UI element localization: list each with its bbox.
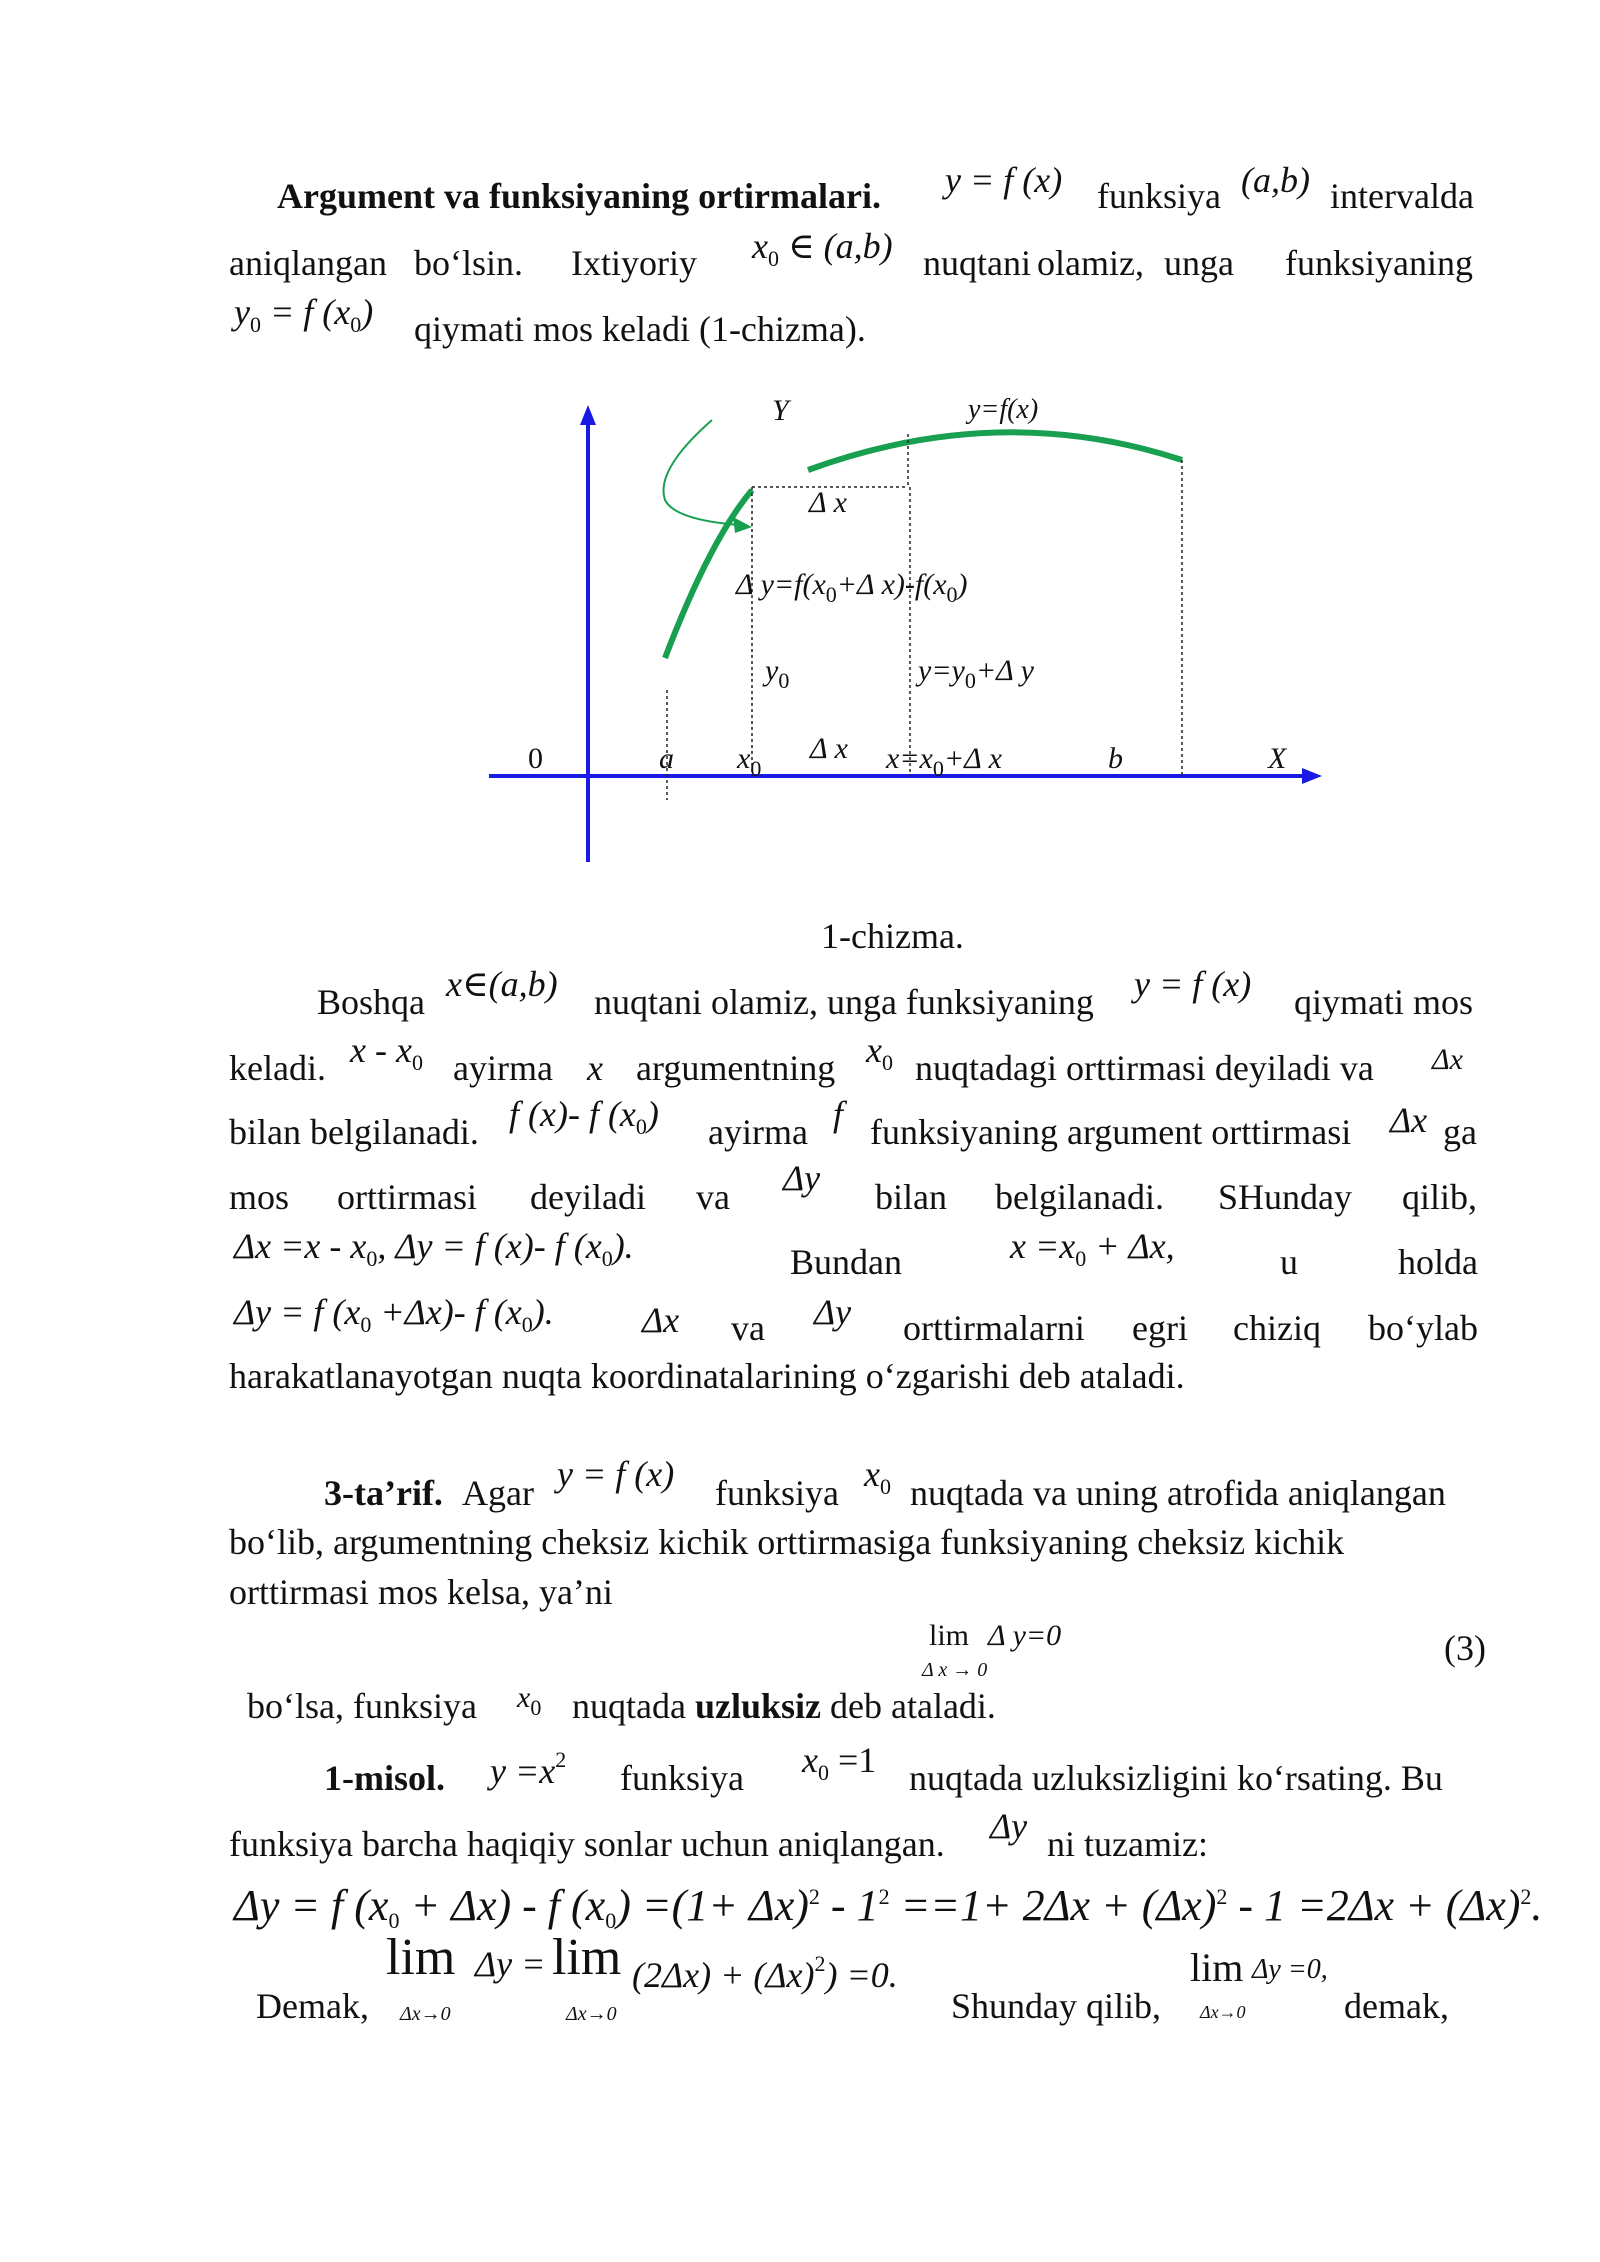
lim-word-2: lim [386,1929,456,1986]
label-x0: $x_0$ [737,742,762,781]
formula-y-fx: y = f (x) [945,160,1063,200]
text-ayirma: ayirma [453,1048,553,1088]
label-curve: y=f(x) [968,394,1039,425]
text-deyiladi: deyiladi [530,1177,646,1217]
x-axis-arrow [1302,768,1322,784]
lim-cond-2: Δx→0 [400,2003,451,2025]
label-X: X [1268,742,1287,775]
formula-x-minus-x0: x - $x_0$ [350,1030,423,1075]
text-va: va [696,1177,730,1217]
text-ga: ga [1443,1112,1477,1152]
formula-dx-dy-def: $\Delta x =x - x_0$, Δy = f (x)- f $(x_0)$. [234,1226,634,1271]
text-bilan: bilan [875,1177,947,1217]
formula-y-x2: $y =x^2$ [490,1747,567,1791]
pointer-arrow-line [664,420,740,525]
text-intervalda: intervalda [1330,176,1474,216]
text-qiymati-mos: qiymati mos [1294,982,1473,1022]
text-orttirmasi: orttirmasi [337,1177,477,1217]
text-va-2: va [731,1308,765,1348]
text-belgilanadi: belgilanadi. [995,1177,1164,1217]
curve-right-arc [808,432,1182,470]
formula-dy-full: Δy = f $(x_0 +\Delta x)-$ f $(x_0)$. [234,1292,554,1337]
formula-x: x [587,1048,603,1088]
label-x-eq: $x=x_0+\Delta$ x [886,742,1002,781]
text-funksiya-3: funksiya [715,1473,839,1513]
text-unga: unga [1164,243,1234,283]
text-boshqa: Boshqa [317,982,425,1022]
formula-x0-in-ab: $x_0$ ∈ (a,b) [752,226,893,271]
text-agar: Agar [462,1473,534,1513]
text-nuqtadagi: nuqtadagi orttirmasi deyiladi va [915,1048,1374,1088]
text-funksiya: funksiya [1097,176,1221,216]
text-shunday-qilib: Shunday qilib, [951,1986,1162,2026]
text-ixtiyoriy: Ixtiyoriy [571,243,697,283]
text-mos: mos [229,1177,290,1217]
text-argumentning: argumentning [636,1048,836,1088]
text-olamiz: olamiz, [1037,243,1144,283]
formula-dx-2: Δx [1390,1100,1428,1140]
label-dx-top: Δ x [809,486,847,519]
formula-y-fx-3: y = f (x) [557,1454,675,1494]
lim-condition: Δ x → 0 [922,1659,988,1681]
formula-dy-2: Δy [814,1292,852,1332]
text-bundan: Bundan [790,1242,902,1282]
text-harakatlanayotgan: harakatlanayotgan nuqta koordinatalarining o‘zgarishi deb ataladi. [229,1356,1185,1396]
text-u: u [1280,1242,1298,1282]
text-demak: Demak, [256,1986,369,2026]
formula-big-dy: Δy = f $(x_0 + \Delta x) - f$ $(x_0) =(1+ \Delta x)^2 - 1^2 ==1+ 2\Delta x + (\Delta x)^2 - 1 =2\Delta x + (\Delta x)^2$. [234,1881,1543,1933]
text-keladi: keladi. [229,1048,326,1088]
text-ayirma-2: ayirma [708,1112,808,1152]
text-aniqlangan: aniqlangan [229,243,387,283]
text-nuqtada-uzluksiz: nuqtada uzluksiz deb ataladi. [572,1686,996,1726]
text-egri: egri [1132,1308,1188,1348]
lim-expression-4: Δy =0, [1252,1954,1328,1985]
text-orttirmalarni: orttirmalarni [903,1308,1085,1348]
text-bolsin: bo‘lsin. [414,243,524,283]
formula-dx-3: Δx [642,1300,680,1340]
label-b: b [1108,742,1123,775]
lim-expression-3: $(2\Delta x) + (\Delta x)^2) =0$. [632,1951,898,1995]
text-holda: holda [1398,1242,1478,1282]
text-nuqtani-olamiz: nuqtani olamiz, unga funksiyaning [594,982,1094,1022]
text-chiziq: chiziq [1233,1308,1321,1348]
lim-word-3: lim [552,1929,622,1986]
figure-caption: 1-chizma. [821,916,964,956]
y-axis-arrow [580,405,596,425]
text-demak-2: demak, [1344,1986,1449,2026]
formula-dy-3: Δy [990,1806,1028,1846]
text-qiymati: qiymati mos keladi (1-chizma). [414,309,866,349]
text-boylab: bo‘ylab [1368,1308,1478,1348]
formula-y0-fx0: $y_0 = f$ $(x_0)$ [234,292,374,337]
formula-x-eq-x0-dx: $x =x_0 + \Delta x$, [1010,1226,1175,1271]
label-zero: 0 [528,742,543,775]
text-ni-tuzamiz: ni tuzamiz: [1047,1824,1208,1864]
text-qilib: qilib, [1402,1177,1478,1217]
label-a: a [659,742,674,775]
formula-f: f [833,1094,844,1134]
label-dx-bottom: Δ x [810,732,848,765]
lim-cond-3: Δx→0 [566,2003,617,2025]
label-dy-formula: Δ $y=f(x_0+\Delta$ $x)-f(x_0)$ [736,568,968,607]
section-heading: Argument va funksiyaning ortirmalari. [277,176,882,216]
lim-expression: Δ y=0 [988,1619,1062,1652]
text-nuqtada-va-uning: nuqtada va uning atrofida aniqlangan [910,1473,1446,1513]
text-nuqtani: nuqtani [923,243,1031,283]
figure-1 [0,0,1600,900]
lim-word: lim [929,1619,970,1652]
label-y-eq: $y=y_0+\Delta$ y [918,654,1034,693]
formula-fx-minus-fx0: f (x)- f $(x_0)$ [509,1094,659,1139]
label-y0: $y_0$ [765,654,790,693]
text-orttirmasi-mos: orttirmasi mos kelsa, ya’ni [229,1572,613,1612]
text-bilan-belgilanadi: bilan belgilanadi. [229,1112,479,1152]
formula-interval: (a,b) [1241,160,1310,200]
equation-number-3: (3) [1444,1628,1486,1668]
text-funksiyaning: funksiyaning [1285,243,1473,283]
lim-cond-4: Δx→0 [1200,2002,1246,2022]
text-bolib-argumentning: bo‘lib, argumentning cheksiz kichik orttirmasiga funksiyaning cheksiz kichik [229,1522,1345,1562]
example-label: 1-misol. [324,1758,445,1798]
text-funksiya-barcha: funksiya barcha haqiqiy sonlar uchun aniqlangan. [229,1824,945,1864]
pointer-arrow-head [733,517,752,533]
formula-x0-eq-1: $x_0 =1$ [802,1740,877,1785]
formula-dy: Δy [783,1158,821,1198]
formula-y-fx-2: y = f (x) [1134,964,1252,1004]
text-bolsa-funksiya: bo‘lsa, funksiya [247,1686,477,1726]
label-Y: Y [772,394,789,427]
lim-word-4: lim [1190,1945,1244,1990]
formula-x0-b: $x_0$ [864,1454,891,1499]
lim-expression-2: Δy = [475,1944,546,1984]
def-label: 3-ta’rif. [324,1473,443,1513]
text-funksiyaning-argument: funksiyaning argument orttirmasi [870,1112,1352,1152]
formula-x0-a: $x_0$ [866,1030,893,1075]
text-funksiya-4: funksiya [620,1758,744,1798]
formula-x-in-ab: x∈(a,b) [446,964,558,1004]
formula-x0-c: $x_0$ [517,1681,542,1720]
text-nuqtada-uzluksizligini: nuqtada uzluksizligini ko‘rsating. Bu [909,1758,1443,1798]
text-shunday: SHunday [1218,1177,1352,1217]
formula-dx: Δx [1432,1043,1463,1076]
